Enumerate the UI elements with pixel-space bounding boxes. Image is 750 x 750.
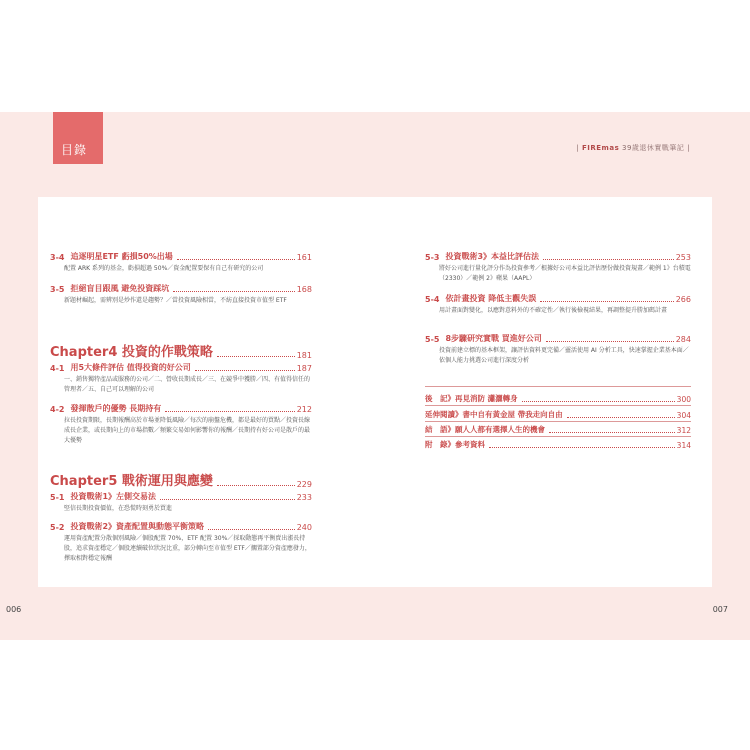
entry-page: 266 [675, 295, 691, 304]
entry-page: 168 [296, 285, 312, 294]
toc-entry-4-1[interactable] [50, 362, 312, 395]
back-title: 》再見消防 瀟灑轉身 [447, 394, 518, 403]
dot-leader [546, 341, 674, 342]
toc-extended-reading[interactable] [425, 409, 691, 420]
toc-entry-3-5[interactable] [50, 283, 312, 306]
dot-leader [567, 417, 675, 418]
entry-number: 5-2 [50, 523, 65, 532]
entry-description: 堅信長期投資價值，在恐慌時刻勇於買進 [64, 505, 173, 512]
back-label: 後 記 [425, 394, 448, 403]
chapter-page: 229 [296, 480, 312, 489]
entry-description: 新題材崛起，需辨別是炒作還是趨勢？／當投資風險相當，不紡直接投資市值型 ETF [64, 297, 287, 304]
entry-number: 4-1 [50, 364, 65, 373]
entry-title: 追逐明星ETF 虧損50%出場 [70, 252, 173, 261]
dot-leader [522, 401, 675, 402]
entry-number: 3-5 [50, 285, 65, 294]
back-page: 314 [676, 441, 691, 450]
chapter-page: 181 [296, 351, 312, 360]
dot-leader [543, 259, 674, 260]
entry-page: 240 [296, 523, 312, 532]
book-running-title: | FIREmas 39歲退休實戰筆記 | [576, 144, 690, 152]
entry-title: 8步驟研究實戰 買進好公司 [445, 334, 542, 343]
entry-page: 233 [296, 493, 312, 502]
entry-title: 用5大條件評估 值得投資的好公司 [70, 363, 191, 372]
book-title-rest: 39歲退休實戰筆記 [621, 144, 685, 152]
entry-description: 配置 ARK 系列的基金，虧損超過 50%／資金配置要保有自己有研究的公司 [64, 265, 264, 272]
toc-entry-4-2[interactable] [50, 403, 312, 446]
section-divider [425, 405, 691, 406]
dot-leader [160, 499, 295, 500]
back-label: 結 語 [425, 425, 448, 434]
chapter-title: Chapter4 投資的作戰策略 [50, 345, 213, 360]
dot-leader [549, 432, 675, 433]
entry-description: 用計畫面對變化，以應對意料外的不確定性／執行後檢視結果，再調整提升勝加碼計畫 [439, 307, 668, 314]
entry-number: 5-5 [425, 335, 440, 344]
toc-entry-3-4[interactable] [50, 251, 312, 274]
right-page-number: 007 [712, 605, 728, 614]
back-page: 304 [676, 411, 691, 420]
back-title: 》願人人都有選擇人生的機會 [447, 425, 545, 434]
entry-title: 依計畫投資 降低主觀失誤 [445, 294, 537, 303]
entry-number: 3-4 [50, 253, 65, 262]
toc-afterword[interactable] [425, 393, 691, 404]
toc-entry-5-4[interactable] [425, 293, 691, 316]
entry-number: 5-1 [50, 493, 65, 502]
entry-title: 投資戰術1》左側交易法 [70, 492, 157, 501]
back-title: 》參考資料 [447, 440, 485, 449]
dot-leader [195, 370, 295, 371]
entry-title: 發揮散戶的優勢 長期持有 [70, 404, 162, 413]
back-page: 300 [676, 395, 691, 404]
entry-description: 將好公司進行量化評分作為投資參考／根據好公司本益比評估歷份做投資規畫／範例 1》台積電（2330）／範例 2》蘋果（AAPL） [439, 265, 691, 282]
entry-page: 161 [296, 253, 312, 262]
dot-leader [489, 447, 675, 448]
back-label: 延伸閱讀 [425, 410, 455, 419]
dot-leader [177, 259, 295, 260]
entry-page: 212 [296, 405, 312, 414]
toc-conclusion[interactable] [425, 424, 691, 435]
book-title-prefix: FIREmas [582, 144, 620, 152]
left-page-number: 006 [6, 605, 22, 614]
back-label: 附 錄 [425, 440, 448, 449]
entry-description: 拉長投資期限，長期報酬高於市場並降低風險／每次的崩盤危機，都是最好的買點／投資長線成長企業，或長期向上的市場指數／頻繁交易如何影響你的報酬／長期持有好公司是散戶的最大優勢 [64, 417, 311, 444]
dot-leader [165, 411, 294, 412]
entry-page: 253 [675, 253, 691, 262]
toc-entry-5-3[interactable] [425, 251, 691, 284]
entry-number: 5-4 [425, 295, 440, 304]
back-title: 》書中自有黃金屋 帶我走向自由 [455, 410, 563, 419]
toc-tab [53, 112, 103, 164]
back-page: 312 [676, 426, 691, 435]
entry-number: 5-3 [425, 253, 440, 262]
entry-title: 拒絕盲目跟風 避免投資踩坑 [70, 284, 170, 293]
toc-appendix[interactable] [425, 439, 691, 450]
toc-tab-label: 目錄 [61, 143, 88, 157]
entry-number: 4-2 [50, 405, 65, 414]
toc-entry-5-2[interactable] [50, 521, 312, 564]
section-divider [425, 386, 691, 387]
entry-description: 一、銷售獨特產品或服務的公司／二、營收長期成長／三、在競爭中獲勝／四、有值得信任的管理者／五、自己可以理解的公司 [64, 376, 311, 393]
chapter-title: Chapter5 戰術運用與應變 [50, 474, 213, 489]
dot-leader [217, 485, 295, 486]
entry-title: 投資戰術3》本益比評估法 [445, 252, 540, 261]
entry-description: 運用資產配置分散個別風險／個股配置 70%，ETF 配置 30%／採取動態再平衡賣出漲長持股，追求資產穩定／個股連續破位狀況比重，部分轉向至市值型 ETF／擱置部分資產應發力，擇取相對穩定報酬 [64, 535, 311, 562]
dot-leader [217, 356, 295, 357]
dot-leader [173, 291, 294, 292]
dot-leader [208, 529, 295, 530]
entry-page: 284 [675, 335, 691, 344]
entry-title: 投資戰術2》資產配置與動態平衡策略 [70, 522, 205, 531]
dot-leader [540, 301, 673, 302]
toc-entry-5-1[interactable] [50, 491, 312, 514]
toc-chapter-5[interactable] [50, 470, 312, 489]
entry-description: 投資前建立標的基本框架，讓評估資料更完備／靈活使用 AI 分析工具，快速掌握企業基本面／依個人能力挑選公司進行深度分析 [439, 347, 689, 364]
toc-chapter-4[interactable] [50, 341, 312, 360]
entry-page: 187 [296, 364, 312, 373]
toc-entry-5-5[interactable] [425, 333, 691, 366]
section-divider [425, 436, 691, 437]
section-divider [425, 421, 691, 422]
